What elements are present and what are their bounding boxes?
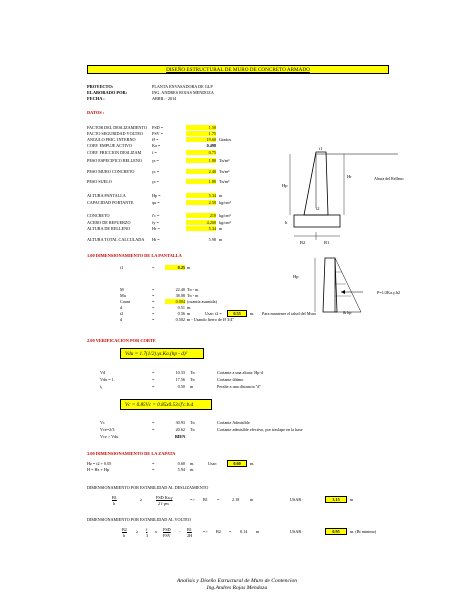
- calc-value: 10.33: [175, 370, 185, 375]
- t1-label: t1: [319, 146, 323, 151]
- datos-label: PESO SUELO: [87, 179, 112, 184]
- usar-unit: m.: [250, 311, 255, 316]
- datos-value: 19.60: [186, 137, 216, 142]
- altura-total-label: ALTURA TOTAL CALCULADA: [87, 237, 145, 242]
- datos-value: 5.34: [186, 226, 216, 231]
- pressure-formula: P=1/2Ka.γ.h2: [377, 290, 401, 295]
- calc-value: 0.51: [177, 305, 185, 310]
- datos-label: PESO MURO CONCRETO: [87, 169, 135, 174]
- result-symbol: B2: [216, 529, 221, 534]
- datos-label: CAPACIDAD PORTANTE: [87, 200, 134, 205]
- datos-symbol: Hr =: [152, 226, 160, 231]
- calc-eq: =: [152, 384, 155, 389]
- datos-symbol: FSD =: [152, 125, 164, 130]
- datos-label: COEF. FRICCION DESLIZAM: [87, 150, 142, 155]
- datos-symbol: γs =: [152, 179, 159, 184]
- usar-value: 0.95: [326, 529, 346, 534]
- calc-symbol: Vc: [100, 420, 105, 425]
- datos-label: ACERO DE REFUERZO: [87, 220, 131, 225]
- datos-unit: kg/cm²: [219, 220, 231, 225]
- t1-eq: =: [152, 265, 155, 270]
- datos-value: 2.50: [186, 200, 216, 205]
- calc-unit: m - Usando fierro de Ø 3/4": [187, 317, 235, 322]
- result-unit: m: [256, 529, 260, 534]
- datos-symbol: γs =: [152, 158, 159, 163]
- calc-eq: =: [152, 420, 155, 425]
- footer-line-1: Analisis y Diseño Estructural de Muro de Contencion: [176, 578, 298, 584]
- calc-eq: =: [152, 305, 155, 310]
- calc-symbol: d: [120, 305, 123, 310]
- formula-vdu: Vdu = 1.7(1/2).γs.Ka.(hp - d)²: [120, 348, 204, 359]
- document-title: DISEÑO ESTRUCTURAL DE MURO DE CONCRETO ARMADO: [87, 65, 389, 74]
- volt-title: DIMENSIONAMIENTO POR ESTABILIDAD AL VOLTEO: [87, 517, 191, 522]
- calc-value: 0.60: [177, 461, 185, 466]
- calc-value: 5.94: [177, 467, 185, 472]
- calc-note: Para mantener el talud del Muro: [262, 311, 317, 316]
- calc-value: 0.004: [165, 299, 185, 304]
- calc-value: 20.62: [175, 427, 185, 432]
- datos-symbol: fy =: [152, 220, 159, 225]
- calc-symbol: Hz = t2 + 0.05: [87, 461, 112, 466]
- h-label: h: [285, 220, 288, 225]
- usar-label: Usar: t2 =: [205, 311, 222, 316]
- wall-section-diagram: [268, 140, 408, 250]
- datos-label: ANGULO FRIC. INTERNO: [87, 137, 136, 142]
- datos-symbol: qu =: [152, 200, 160, 205]
- formula-f3-num: B1: [187, 527, 192, 532]
- b2-label: B2: [300, 240, 306, 245]
- calc-unit: (cuantía asumida): [187, 299, 217, 304]
- calc-value: 22.40: [175, 287, 185, 292]
- calc-value: 38.08: [175, 293, 185, 298]
- calc-symbol: d: [120, 317, 123, 322]
- calc-value: 17.56: [175, 377, 185, 382]
- calc-unit: Tn: [190, 420, 195, 425]
- calc-unit: Tn: [190, 427, 195, 432]
- t2-label: t2: [316, 206, 320, 211]
- footer-line-2: Ing.Andres Rojas Mendoza: [206, 585, 268, 591]
- hr-label: Hr: [347, 174, 352, 179]
- calc-symbol: Vce > Vdu: [100, 434, 119, 439]
- calc-eq: =: [152, 299, 155, 304]
- usar-label: Usar:: [208, 461, 218, 466]
- calc-value: 0.502: [175, 317, 185, 322]
- datos-label: COEF. EMPUJE ACTIVO: [87, 143, 132, 148]
- hp-label: Hp: [293, 274, 299, 279]
- datos-unit: kg/cm²: [219, 200, 231, 205]
- datos-value: 4,200: [186, 220, 216, 225]
- usar-label: USAR :: [290, 529, 304, 534]
- datos-label: PESO ESPECIFICO RELLENO: [87, 158, 142, 163]
- calc-note: Peralte a una distancia "d": [217, 384, 262, 389]
- datos-value: 0.75: [186, 150, 216, 155]
- calc-symbol: Vdu = 1.: [100, 377, 115, 382]
- calc-unit: m.: [187, 305, 192, 310]
- datos-unit: Tn/m³: [219, 169, 230, 174]
- formula-eq: =>: [203, 529, 208, 534]
- formula-lhs-den: h: [123, 533, 126, 538]
- datos-label: FACTO SEGURIDAD VOLTEO: [87, 131, 143, 136]
- pressure-diagram: [285, 252, 435, 320]
- calc-unit: Tn: [190, 377, 195, 382]
- datos-symbol: f'c =: [152, 213, 160, 218]
- datos-symbol: Ka =: [152, 143, 161, 148]
- datos-value: 5.34: [186, 193, 216, 198]
- altura-total-symbol: Ht =: [152, 237, 160, 242]
- datos-symbol: f =: [152, 150, 157, 155]
- calc-symbol: t2: [120, 311, 124, 316]
- formula-den: 2 f γm: [158, 501, 169, 506]
- sec3-title: 3.00 DIMENSIONAMIENTO DE LA ZAPATA: [87, 451, 176, 456]
- calc-eq: =: [152, 461, 155, 466]
- datos-symbol: Ø =: [152, 137, 159, 142]
- calc-value: 0.50: [177, 384, 185, 389]
- datos-value: 1.75: [186, 131, 216, 136]
- datos-value: 210: [186, 213, 216, 218]
- header-value: ABRIL - 2014: [152, 96, 177, 101]
- result-value: 2.18: [232, 497, 240, 502]
- datos-symbol: γc =: [152, 169, 160, 174]
- datos-label: ALTURA DE RELLENO: [87, 226, 131, 231]
- t1-value: 0.25: [165, 265, 185, 270]
- datos-label: CONCRETO: [87, 213, 110, 218]
- calc-symbol: tₐ: [100, 384, 103, 389]
- header-value: PLANTA ENVASADORA DE GLP: [152, 84, 213, 89]
- verification-result: BIEN: [175, 434, 186, 439]
- calc-eq: =: [152, 293, 155, 298]
- calc-note: Cortante último: [217, 377, 244, 382]
- datos-value: 0.498: [206, 143, 216, 148]
- calc-eq: =: [152, 317, 155, 322]
- datos-unit: Tn/m³: [219, 179, 230, 184]
- footing-shape: [294, 215, 340, 227]
- formula-num: FSD Ka.γ: [156, 495, 173, 500]
- calc-symbol: Cuant: [120, 299, 131, 304]
- formula-eq: =: [229, 529, 232, 534]
- datos-symbol: Hp =: [152, 193, 161, 198]
- datos-unit: Grados: [219, 137, 232, 142]
- relleno-label: Altura del Relleno: [374, 176, 404, 181]
- calc-unit: Tn - m: [187, 287, 199, 292]
- calc-eq: =: [152, 467, 155, 472]
- altura-total-unit: m: [219, 237, 223, 242]
- sec2-title: 2.00 VERIFICACION POR CORTE: [87, 338, 156, 343]
- desl-title: DIMENSIONAMIENTO POR ESTABILIDAD AL DESLIZAMIENTO: [87, 485, 209, 490]
- calc-unit: Tn: [190, 370, 195, 375]
- formula-eq: ≥: [140, 497, 143, 502]
- calc-eq: =: [152, 287, 155, 292]
- t1-symbol: t1: [120, 265, 124, 270]
- datos-value: 1.50: [186, 125, 216, 130]
- formula-vc: Vc = 0.85Vc = 0.85x0.53√f'c.b.d: [120, 399, 212, 410]
- calc-unit: Tn - m: [187, 293, 199, 298]
- formula-op: -: [179, 529, 181, 534]
- datos-label: ALTURA PANTALLA: [87, 193, 126, 198]
- hp3-label: & hp: [343, 310, 352, 315]
- arrow-head-icon: [341, 290, 345, 294]
- datos-value: 1.80: [186, 158, 216, 163]
- result-symbol: B1: [203, 497, 208, 502]
- formula-f1-num: f: [146, 527, 148, 532]
- calc-symbol: M: [120, 287, 124, 292]
- datos-unit: kg/cm²: [219, 213, 231, 218]
- formula-op: x: [155, 529, 158, 534]
- datos-title: DATOS :: [87, 110, 105, 115]
- sec1-title: 1.00 DIMENSIONAMIENTO DE LA PANTALLA: [87, 253, 182, 258]
- header-value: ING. ANDRES ROJAS MENDOZA: [152, 90, 214, 95]
- calc-value: 30.93: [175, 420, 185, 425]
- formula-lhs-num: B1: [112, 495, 117, 500]
- usar-label: USAR :: [290, 497, 304, 502]
- datos-value: 2.40: [186, 169, 216, 174]
- calc-note: Cortante Admisible: [217, 420, 250, 425]
- calc-symbol: Mu: [120, 293, 126, 298]
- calc-value: 0.56: [177, 311, 185, 316]
- usar-value: 0.55: [228, 311, 246, 316]
- datos-unit: m: [219, 193, 223, 198]
- formula-f1-den: 3: [146, 533, 149, 538]
- formula-eq: =: [217, 497, 220, 502]
- calc-symbol: Vd: [100, 370, 106, 375]
- formula-f3-den: 2H: [187, 533, 193, 538]
- datos-label: FACTOR DEL DESLIZAMIENTO: [87, 125, 147, 130]
- formula-f2-den: FSV: [163, 533, 171, 538]
- calc-unit: m.: [190, 461, 195, 466]
- header-label: FECHA :: [87, 96, 105, 101]
- calc-symbol: Vce=2/3: [100, 427, 115, 432]
- calc-eq: =: [152, 370, 155, 375]
- calc-eq: =: [152, 311, 155, 316]
- datos-unit: m: [219, 226, 223, 231]
- altura-total-value: 5.98: [208, 237, 216, 242]
- calc-eq: =: [152, 427, 155, 432]
- calc-note: Cortante a una altura: Hp-d: [217, 370, 263, 375]
- formula-lhs-den: h: [113, 501, 116, 506]
- usar-value: 0.60: [228, 461, 246, 466]
- calc-unit: m: [190, 384, 194, 389]
- calc-unit: m: [187, 311, 191, 316]
- calc-note: Cortante admisible efectivo, por traslape en la base: [217, 427, 303, 432]
- calc-unit: m.: [190, 467, 195, 472]
- formula-lhs-num: B2: [122, 527, 127, 532]
- datos-symbol: FSV =: [152, 131, 164, 136]
- header-label: PROYECTO:: [87, 84, 114, 89]
- usar-unit: m: [350, 497, 354, 502]
- formula-eq: =>: [190, 497, 195, 502]
- b1-label: B1: [324, 240, 330, 245]
- calc-eq: =: [152, 377, 155, 382]
- datos-unit: Tn/m³: [219, 158, 230, 163]
- hp-label: Hp: [282, 183, 288, 188]
- formula-eq: ≥: [136, 529, 139, 534]
- datos-value: 1.80: [186, 179, 216, 184]
- calc-symbol: H = Hz + Hp: [87, 467, 109, 472]
- header-label: ELABORADO POR:: [87, 90, 128, 95]
- formula-f2-num: FSD: [163, 527, 171, 532]
- pressure-triangle: [335, 258, 361, 312]
- result-value: 0.14: [240, 529, 248, 534]
- usar-unit: m.: [250, 461, 255, 466]
- t1-unit: m: [187, 265, 191, 270]
- usar-unit: m. (Bt minimo): [350, 529, 377, 534]
- result-unit: m: [250, 497, 254, 502]
- usar-value: 3.15: [326, 497, 346, 502]
